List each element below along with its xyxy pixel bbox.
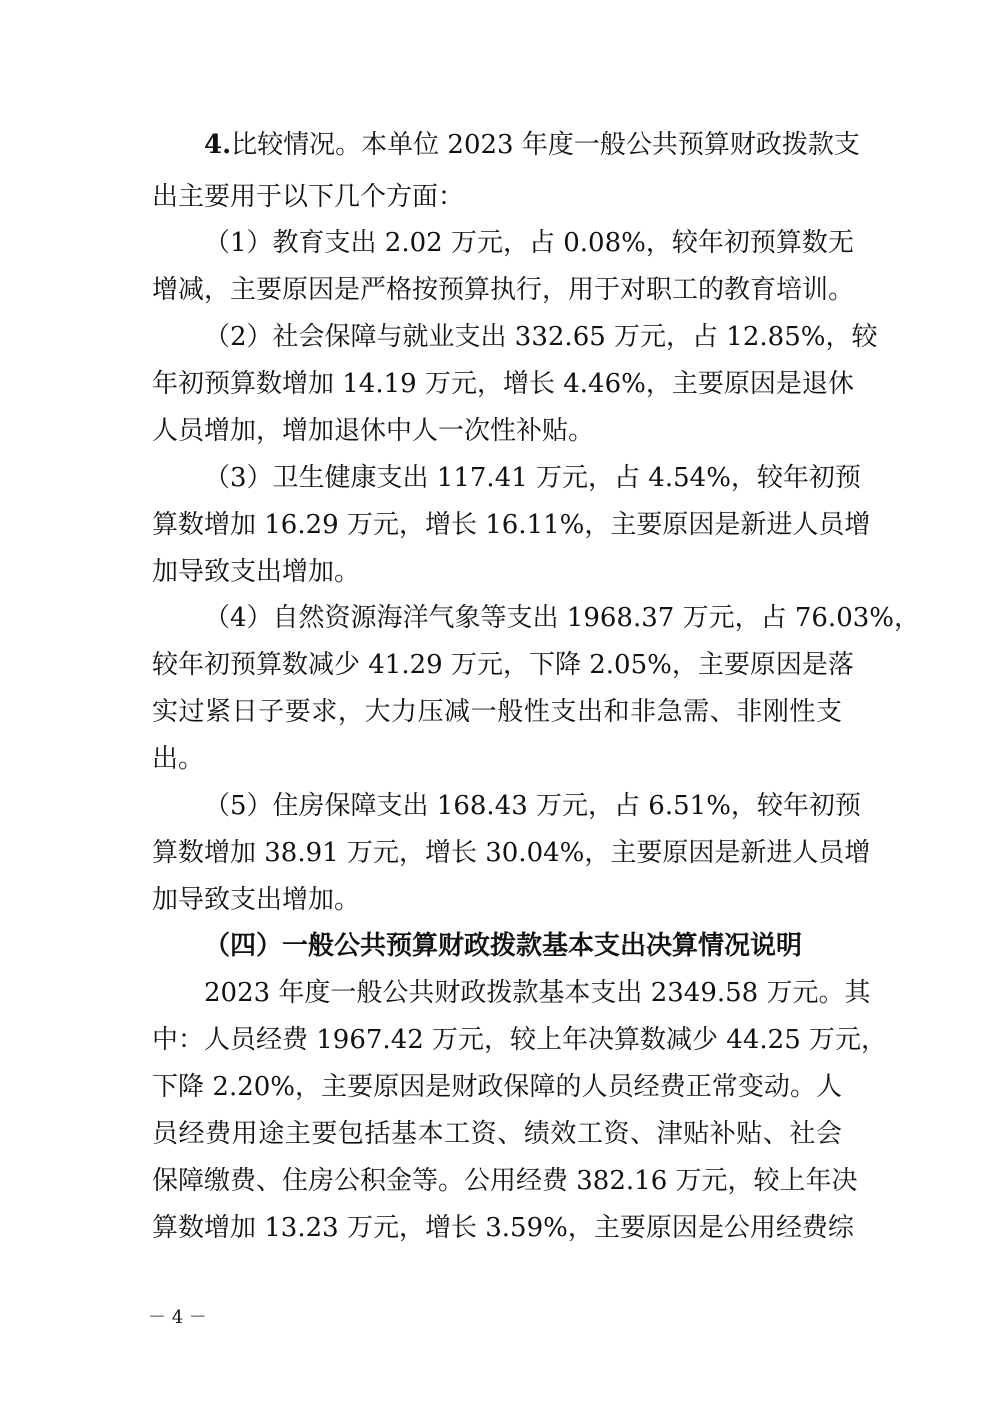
section-heading: （四）一般公共预算财政拨款基本支出决算情况说明 (204, 931, 803, 961)
basic-expenditure-line-6: 算数增加 13.23 万元，增长 3.59%，主要原因是公用经费综 (152, 1213, 854, 1243)
item-education-line-1: （1）教育支出 2.02 万元，占 0.08%，较年初预算数无 (204, 228, 854, 258)
para-comparison-line-1: 4.比较情况。本单位 2023 年度一般公共预算财政拨款支 (204, 130, 860, 160)
item-housing-line-1: （5）住房保障支出 168.43 万元，占 6.51%，较年初预 (204, 791, 861, 821)
basic-expenditure-line-5: 保障缴费、住房公积金等。公用经费 382.16 万元，较上年决 (152, 1166, 858, 1196)
item-health-line-2: 算数增加 16.29 万元，增长 16.11%，主要原因是新进人员增 (152, 510, 871, 540)
item-social-security-line-3: 人员增加，增加退休中人一次性补贴。 (152, 416, 595, 446)
item-social-security-line-2: 年初预算数增加 14.19 万元，增长 4.46%，主要原因是退休 (152, 369, 854, 399)
item-health-line-1: （3）卫生健康支出 117.41 万元，占 4.54%，较年初预 (204, 463, 861, 493)
item-housing-line-2: 算数增加 38.91 万元，增长 30.04%，主要原因是新进人员增 (152, 838, 871, 868)
item-natural-resources-line-2: 较年初预算数减少 41.29 万元，下降 2.05%，主要原因是落 (152, 650, 854, 680)
item-health-line-3: 加导致支出增加。 (152, 557, 361, 587)
basic-expenditure-line-3: 下降 2.20%，主要原因是财政保障的人员经费正常变动。人 (152, 1072, 842, 1102)
section-number: 4. (204, 130, 232, 160)
item-education-line-2: 增减，主要原因是严格按预算执行，用于对职工的教育培训。 (152, 275, 855, 305)
basic-expenditure-line-2: 中：人员经费 1967.42 万元，较上年决算数减少 44.25 万元， (152, 1025, 888, 1055)
item-natural-resources-line-1: （4）自然资源海洋气象等支出 1968.37 万元，占 76.03%， (204, 603, 920, 633)
basic-expenditure-line-1: 2023 年度一般公共财政拨款基本支出 2349.58 万元。其 (204, 978, 871, 1008)
page-number: － 4 － (148, 1307, 207, 1328)
item-housing-line-3: 加导致支出增加。 (152, 885, 361, 915)
item-natural-resources-line-4: 出。 (152, 744, 205, 774)
para-comparison-line-2: 出主要用于以下几个方面： (152, 182, 465, 212)
basic-expenditure-line-4: 员经费用途主要包括基本工资、绩效工资、津贴补贴、社会 (152, 1119, 842, 1149)
item-natural-resources-line-3: 实过紧日子要求，大力压减一般性支出和非急需、非刚性支 (152, 697, 842, 727)
item-social-security-line-1: （2）社会保障与就业支出 332.65 万元，占 12.85%，较 (204, 322, 878, 352)
